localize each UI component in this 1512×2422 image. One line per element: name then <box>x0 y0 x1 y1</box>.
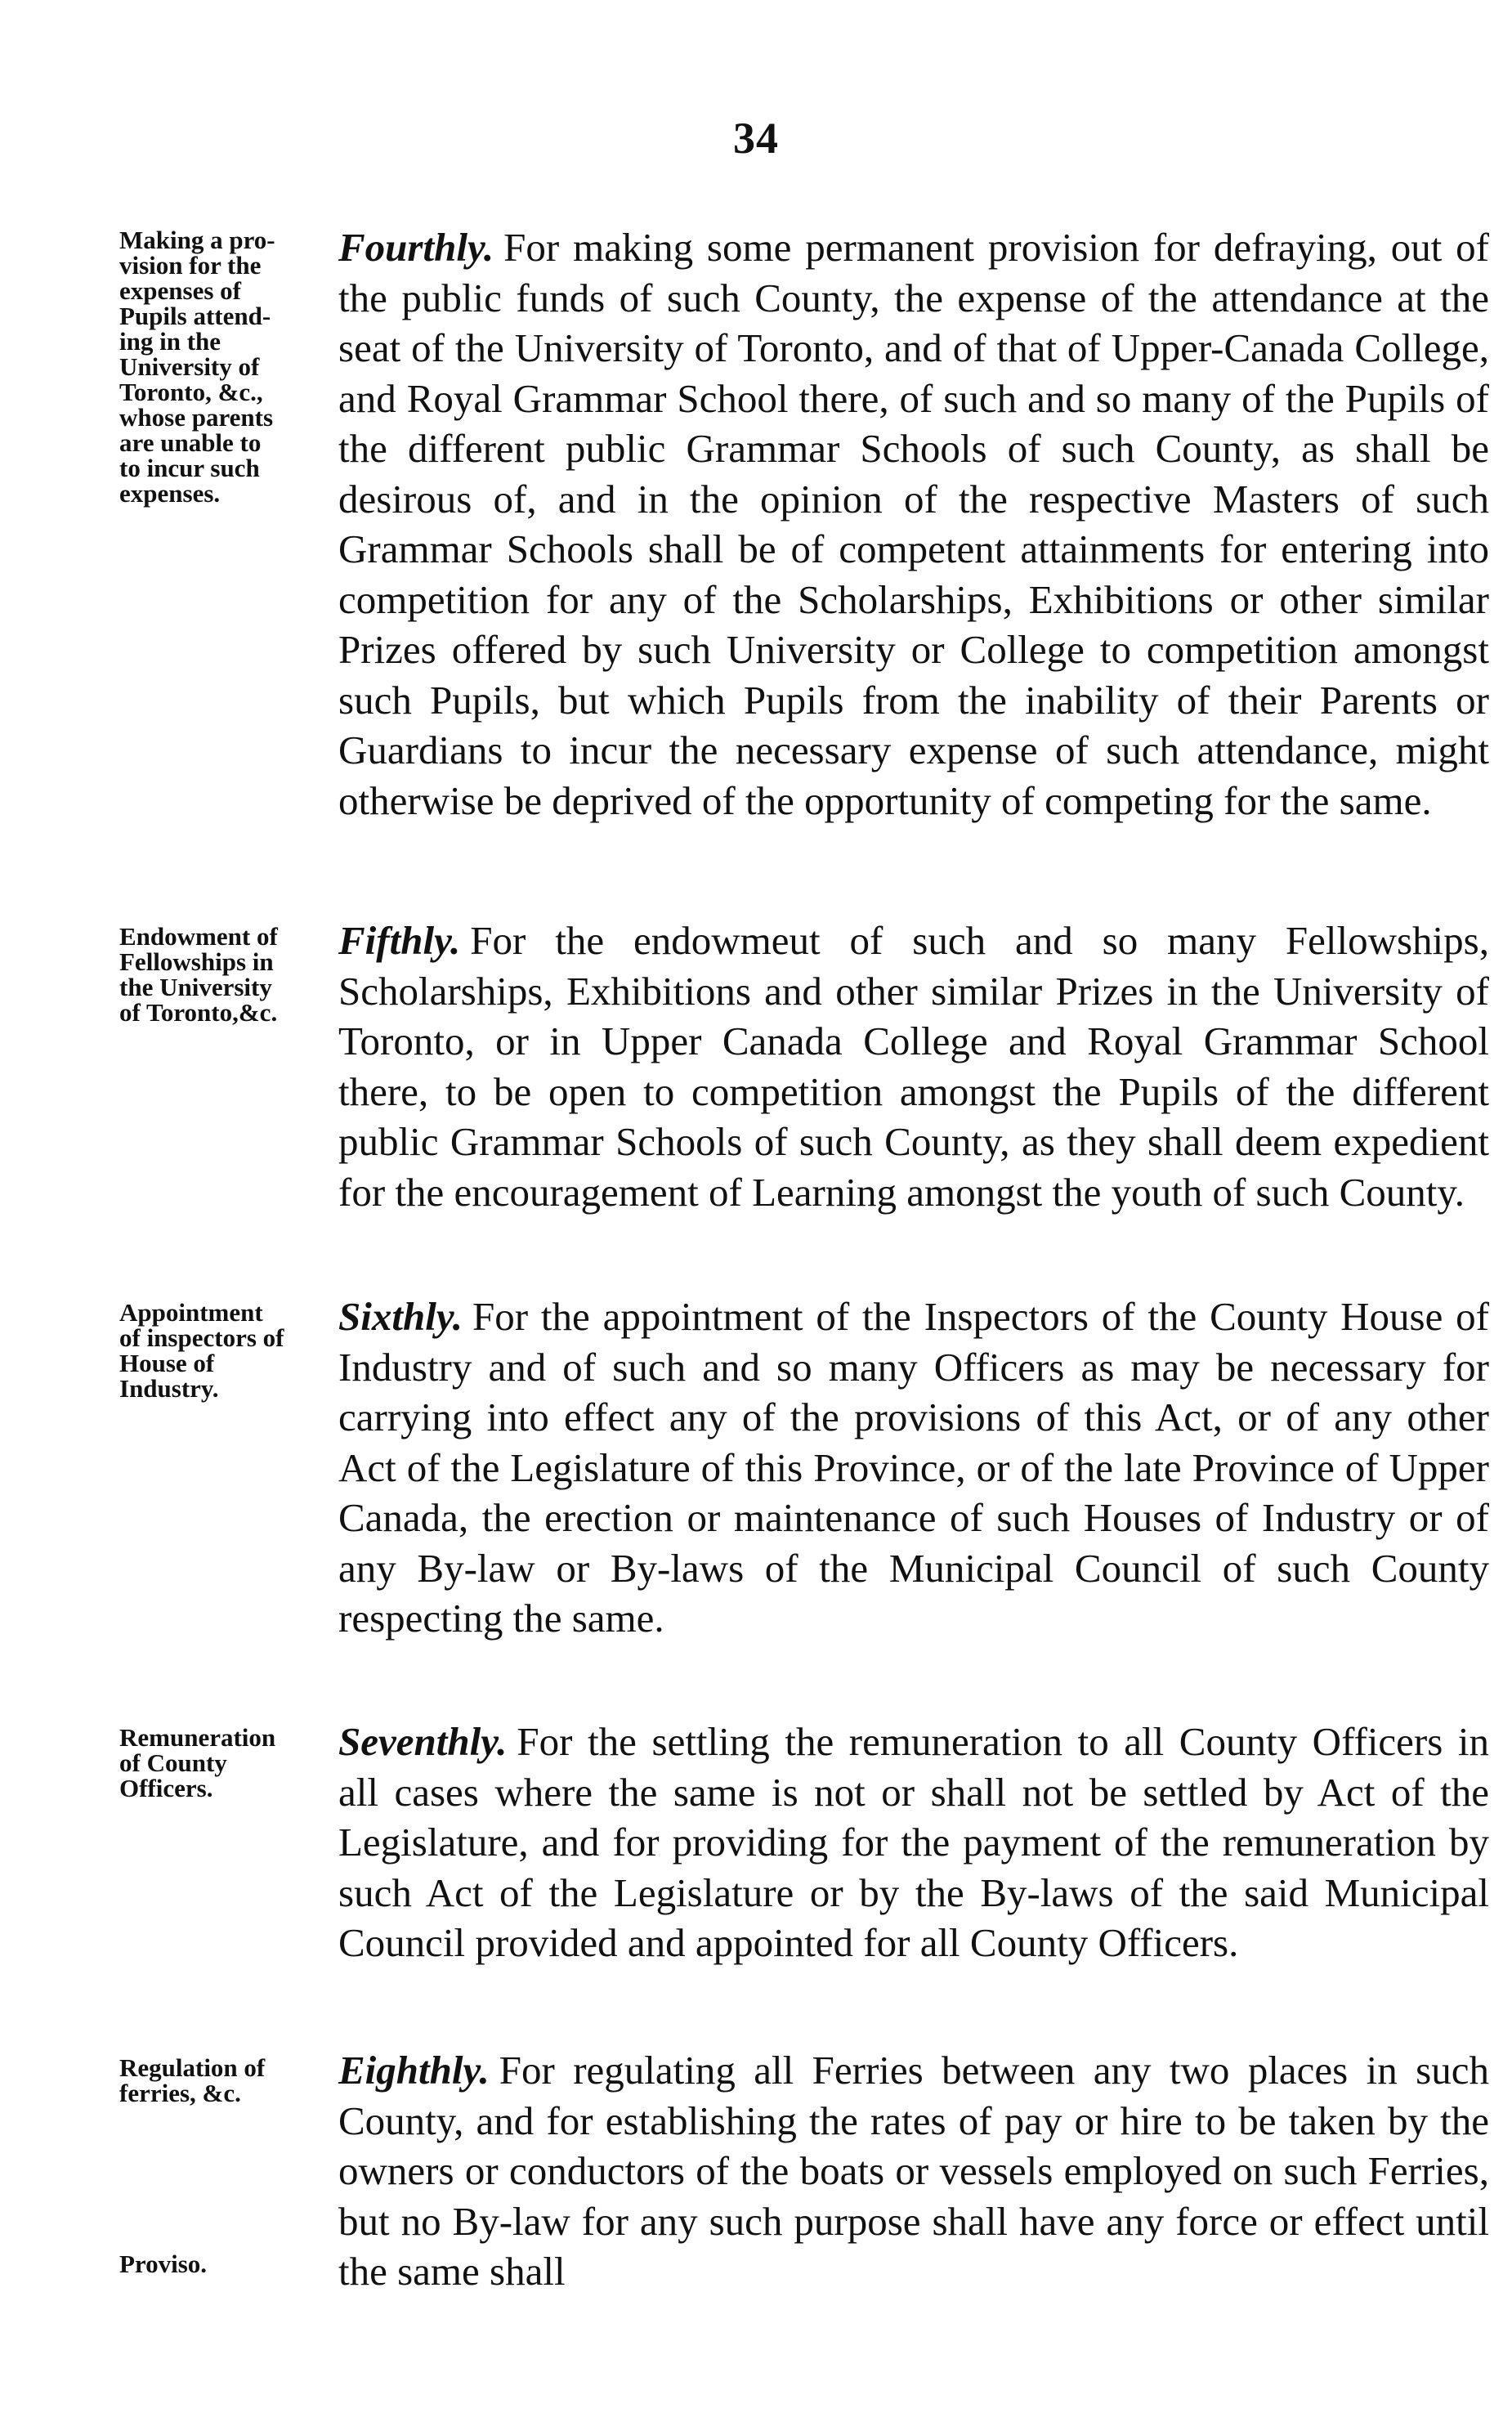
margin-note <box>119 227 340 506</box>
margin-note-line: expenses of <box>119 276 241 305</box>
margin-note-line: Industry. <box>119 1374 219 1403</box>
margin-note-line: University of <box>119 352 260 381</box>
margin-note-line: to incur such <box>119 454 260 482</box>
section-body <box>338 1717 1489 1968</box>
page-number: 34 <box>733 114 779 163</box>
section-body <box>338 1292 1489 1644</box>
margin-note <box>119 1300 340 1401</box>
section-lead: Fifthly. <box>338 918 461 963</box>
margin-note-line: of County <box>119 1748 227 1777</box>
section-text: For making some permanent provision for defraying, out of the public funds of such County, the expense of the attendance at the seat of the University of Toronto, and of that of Upper-Canada College, and Royal Grammar School there, of such and so many of the Pupils of the different public Grammar Schools of such County, as shall be desirous of, and in the opinion of the respective Masters of such Grammar Schools shall be of competent attainments for entering into competition for any of the Scholarships, Exhibitions or other similar Prizes offered by such University or College to competition amongst such Pupils, but which Pupils from the inability of their Parents or Guardians to incur the necessary expense of such attendance, might otherwise be deprived of the opportunity of competing for the same. <box>338 225 1489 823</box>
margin-note-line: Remuneration <box>119 1723 276 1752</box>
section-text: For regulating all Ferries between any two places in such County, and for establishing the rates of pay or hire to be taken by the owners or conductors of the boats or vessels employed on such Ferries, but no By-law for any such purpose shall have any force or effect until the same shall <box>338 2048 1489 2294</box>
margin-note-line: of Toronto,&c. <box>119 998 278 1027</box>
margin-note-line: Officers. <box>119 1774 213 1802</box>
section-body <box>338 222 1489 826</box>
margin-note-line: Making a pro- <box>119 226 275 254</box>
margin-note-line: ing in the <box>119 327 221 356</box>
margin-note-line: Fellowships in <box>119 947 274 976</box>
margin-note-line: whose parents <box>119 403 274 432</box>
section-text: For the appointment of the Inspectors of the County House of Industry and of such and so many Officers as may be necessary for carrying into effect any of the provisions of this Act, or of any other Act of the Legislature of this Province, or of the late Province of Upper Canada, the erection or maintenance of such Houses of Industry or of any By-law or By-laws of the Municipal Council of such County respecting the same. <box>338 1294 1489 1641</box>
section-lead: Seventhly. <box>338 1719 508 1764</box>
margin-note-line: Appointment <box>119 1298 263 1327</box>
section-text: For the endowmeut of such and so many Fellowships, Scholarships, Exhibitions and other similar Prizes in the University of Toronto, or in Upper Canada College and Royal Grammar School there, to be open to competition amongst the Pupils of the different public Grammar Schools of such County, as they shall deem expedient for the encouragement of Learning amongst the youth of such County. <box>338 918 1489 1215</box>
section-body <box>338 916 1489 1217</box>
margin-note <box>119 1725 340 1801</box>
margin-note-line: House of <box>119 1349 215 1377</box>
section-lead: Eighthly. <box>338 2048 490 2093</box>
proviso-note: Proviso. <box>119 2250 208 2278</box>
margin-note <box>119 2055 340 2106</box>
margin-note-line: Pupils attend- <box>119 302 271 330</box>
section-lead: Fourthly. <box>338 225 494 270</box>
margin-note-line: Endowment of <box>119 922 278 951</box>
section-text: For the settling the remuneration to all County Officers in all cases where the same is not or shall not be settled by Act of the Legislature, and for providing for the payment of the remuneration by such Act of the Legislature or by the By-laws of the said Municipal Council provided and appointed for all County Officers. <box>338 1719 1489 1965</box>
margin-note-line: vision for the <box>119 251 262 280</box>
margin-note <box>119 924 340 1025</box>
margin-note-line: Regulation of <box>119 2053 266 2082</box>
section-lead: Sixthly. <box>338 1294 463 1339</box>
section-body <box>338 2045 1489 2297</box>
margin-note-line: of inspectors of <box>119 1323 284 1352</box>
margin-note-line: the University <box>119 973 272 1001</box>
margin-note-line: Toronto, &c., <box>119 378 263 406</box>
margin-note-line: ferries, &c. <box>119 2079 241 2107</box>
margin-note-line: expenses. <box>119 479 221 508</box>
margin-note-line: are unable to <box>119 428 262 457</box>
